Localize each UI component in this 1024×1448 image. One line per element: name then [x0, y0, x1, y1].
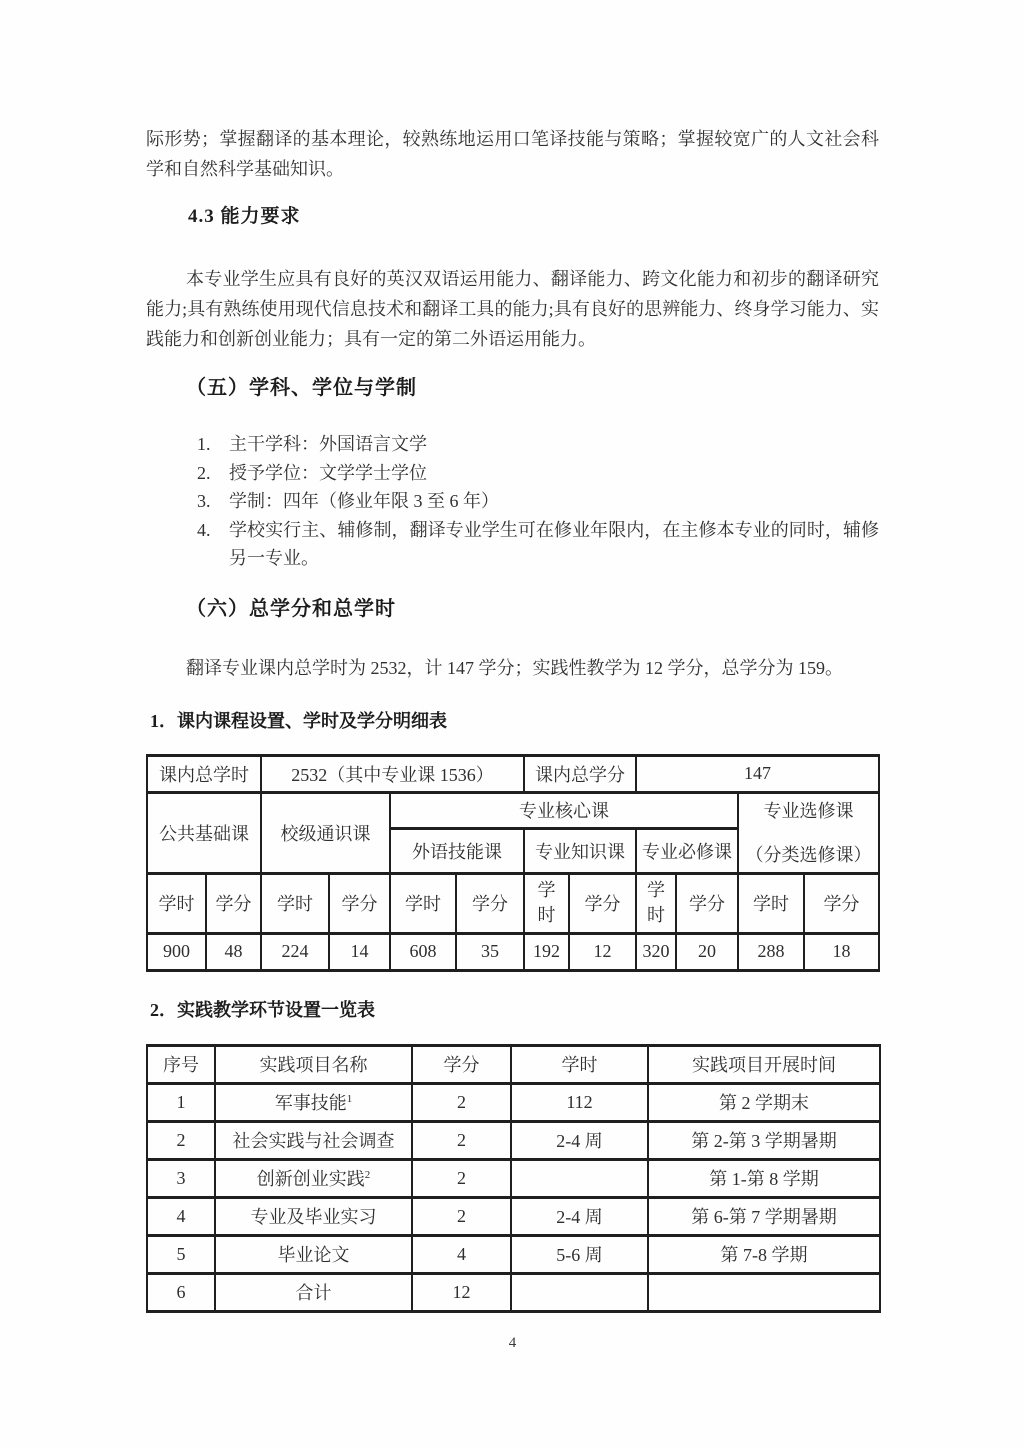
header-credits-cell: 学分 [412, 1045, 511, 1083]
header-no-cell: 序号 [147, 1045, 215, 1083]
row-hours-cell: 112 [511, 1083, 648, 1121]
list-item-minor-system [146, 516, 879, 573]
table1-title: 1．课内课程设置、学时及学分明细表 [150, 710, 447, 731]
row-time-cell: 第 2-第 3 学期暑期 [648, 1121, 880, 1159]
row-no-cell: 6 [147, 1273, 215, 1311]
total-hours-value-cell: 2532（其中专业课 1536） [261, 755, 524, 792]
row-hours-cell [511, 1273, 648, 1311]
row-no-cell: 2 [147, 1121, 215, 1159]
page-number: 4 [508, 1334, 517, 1351]
heading-section-5-discipline-degree: （五）学科、学位与学制 [186, 377, 417, 399]
list-number: 3. [197, 491, 211, 511]
heading-4-3-ability-requirements: 4.3 能力要求 [188, 206, 301, 227]
list-item-text: 主干学科：外国语言文学 [229, 434, 427, 454]
row-credits-cell: 12 [412, 1273, 511, 1311]
credits-label-cell: 学分 [569, 873, 636, 933]
credits-label-cell: 学分 [676, 873, 738, 933]
paragraph-continuation: 际形势；掌握翻译的基本理论，较熟练地运用口笔译技能与策略；掌握较宽广的人文社会科学和自然科学基础知识。 [146, 129, 879, 179]
total-credits-label-cell: 课内总学分 [524, 755, 636, 792]
row-hours-cell: 2-4 周 [511, 1121, 648, 1159]
row-time-cell: 第 2 学期末 [648, 1083, 880, 1121]
list-item-text: 授予学位：文学学士学位 [229, 462, 427, 483]
value-cell: 14 [329, 933, 390, 970]
value-cell: 288 [738, 933, 804, 970]
elective-label: 专业选修课 [763, 800, 854, 821]
list-item-schooling-years [146, 487, 879, 516]
value-cell: 192 [524, 933, 569, 970]
row-name-cell: 毕业论文 [215, 1235, 412, 1273]
hours-label-cell: 学时 [390, 873, 456, 933]
value-cell: 20 [676, 933, 738, 970]
row-credits-cell: 2 [412, 1083, 511, 1121]
value-cell: 900 [147, 933, 206, 970]
table-row [147, 1235, 880, 1273]
row-time-cell: 第 6-第 7 学期暑期 [648, 1197, 880, 1235]
total-hours-label-cell: 课内总学时 [147, 755, 261, 792]
table-row [147, 1197, 880, 1235]
row-name-cell: 军事技能$^1$ [215, 1083, 412, 1121]
elective-note: （分类选修课） [745, 844, 872, 865]
list-number: 2. [197, 462, 211, 483]
value-cell: 35 [456, 933, 524, 970]
credits-label-cell: 学分 [456, 873, 524, 933]
credits-label-cell: 学分 [804, 873, 879, 933]
table1-values-row [147, 933, 879, 970]
row-time-cell: 第 1-第 8 学期 [648, 1159, 880, 1197]
course-hours-credits-table [146, 754, 880, 972]
credits-label-cell: 学分 [206, 873, 261, 933]
row-no-cell: 4 [147, 1197, 215, 1235]
row-hours-cell: 5-6 周 [511, 1235, 648, 1273]
table1-label-row [147, 873, 879, 933]
value-cell: 320 [636, 933, 676, 970]
subgroup-major-required-cell: 专业必修课 [636, 828, 738, 873]
table1-group-row [147, 792, 879, 828]
row-time-cell [648, 1273, 880, 1311]
group-major-elective-cell [738, 792, 879, 873]
total-credits-value-cell: 147 [636, 755, 879, 792]
row-credits-cell: 2 [412, 1197, 511, 1235]
value-cell: 18 [804, 933, 879, 970]
row-time-cell: 第 7-8 学期 [648, 1235, 880, 1273]
list-item-text: 学制：四年（修业年限 3 至 6 年） [229, 491, 499, 511]
header-time-cell: 实践项目开展时间 [648, 1045, 880, 1083]
group-general-education-cell: 校级通识课 [261, 792, 390, 873]
footnote-marker: 2 [364, 1169, 371, 1181]
table-row [147, 1121, 880, 1159]
list-item-major-discipline [146, 430, 879, 459]
value-cell: 608 [390, 933, 456, 970]
footnote-marker: 1 [346, 1093, 353, 1105]
group-public-basic-cell: 公共基础课 [147, 792, 261, 873]
row-no-cell: 1 [147, 1083, 215, 1121]
degree-info-list [146, 430, 879, 573]
row-credits-cell: 4 [412, 1235, 511, 1273]
value-cell: 48 [206, 933, 261, 970]
row-hours-cell: 2-4 周 [511, 1197, 648, 1235]
list-number: 4. [197, 519, 211, 540]
paragraph-total-credits: 翻译专业课内总学时为 2532，计 147 学分；实践性教学为 12 学分，总学分为 159。 [186, 657, 843, 678]
table2-header-row [147, 1045, 880, 1083]
row-name-cell: 专业及毕业实习 [215, 1197, 412, 1235]
hours-label-cell: 学时 [261, 873, 329, 933]
hours-label-cell: 学时 [147, 873, 206, 933]
practice-teaching-table [146, 1044, 881, 1313]
subgroup-major-knowledge-cell: 专业知识课 [524, 828, 636, 873]
row-no-cell: 3 [147, 1159, 215, 1197]
row-name-cell: 社会实践与社会调查 [215, 1121, 412, 1159]
row-credits-cell: 2 [412, 1121, 511, 1159]
list-number: 1. [197, 434, 211, 454]
header-hours-cell: 学时 [511, 1045, 648, 1083]
row-name-cell: 合计 [215, 1273, 412, 1311]
table-row [147, 1273, 880, 1311]
table2-title: 2．实践教学环节设置一览表 [150, 999, 375, 1020]
row-name-cell: 创新创业实践$^2$ [215, 1159, 412, 1197]
table-row [147, 1083, 880, 1121]
row-hours-cell [511, 1159, 648, 1197]
row-no-cell: 5 [147, 1235, 215, 1273]
heading-section-6-total-credits: （六）总学分和总学时 [186, 597, 396, 620]
header-name-cell: 实践项目名称 [215, 1045, 412, 1083]
list-item-degree-awarded [146, 459, 879, 488]
subgroup-language-skills-cell: 外语技能课 [390, 828, 524, 873]
value-cell: 224 [261, 933, 329, 970]
group-major-core-cell: 专业核心课 [390, 792, 738, 828]
credits-label-cell: 学分 [329, 873, 390, 933]
list-item-text: 学校实行主、辅修制，翻译专业学生可在修业年限内，在主修本专业的同时，辅修另一专业。 [229, 519, 879, 568]
paragraph-abilities: 本专业学生应具有良好的英汉双语运用能力、翻译能力、跨文化能力和初步的翻译研究能力;具有熟练使用现代信息技术和翻译工具的能力;具有良好的思辨能力、终身学习能力、实践能力和创新创业能力；具有一定的第二外语运用能力。 [146, 269, 879, 349]
hours-label-cell: 学时 [738, 873, 804, 933]
value-cell: 12 [569, 933, 636, 970]
hours-label-cell: 学时 [524, 873, 569, 933]
hours-label-cell: 学时 [636, 873, 676, 933]
row-credits-cell: 2 [412, 1159, 511, 1197]
table-row [147, 1159, 880, 1197]
table1-summary-row [147, 755, 879, 792]
